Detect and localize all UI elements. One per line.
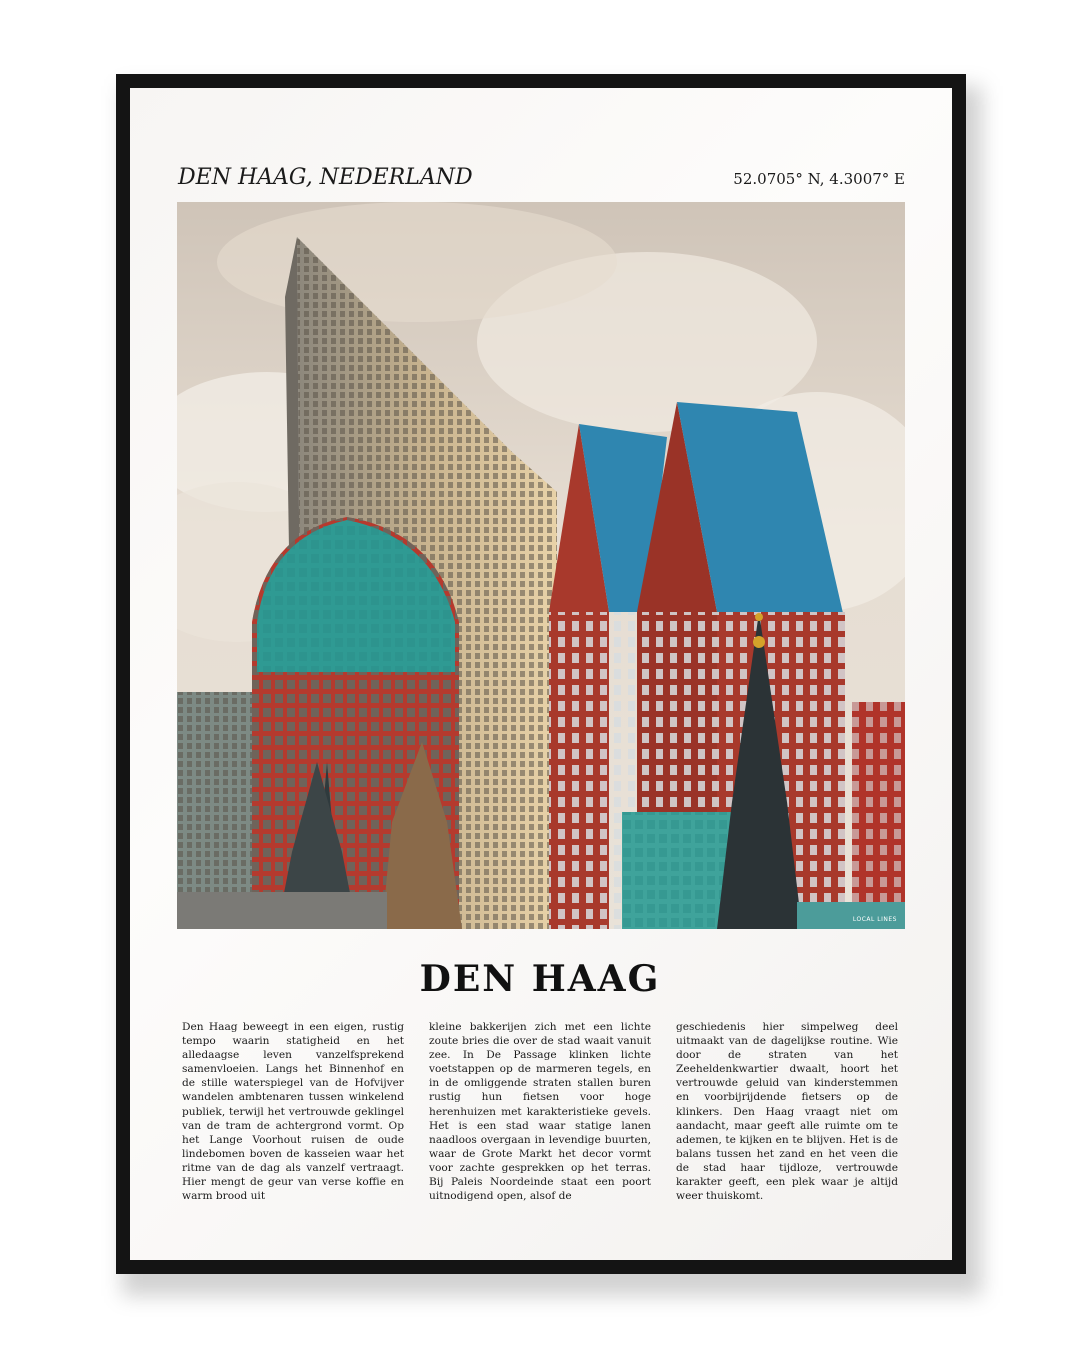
description-column-1: Den Haag beweegt in een eigen, rustig tempo waarin statigheid en het alledaagse leven vanzelfsprekend samenvloeien. Langs het Binnenhof en de stille waterspiegel van de Hofvijver wandelen ambtenaren tussen winkelend publiek, terwijl het vertrouwde geklingel van de tram de achtergrond vormt. Op het Lange Voorhout ruisen de oude lindebomen boven de kasseien waar het ritme van de dag als vanzelf vertraagt. Hier mengt de geur van verse koffie en warm brood uit (182, 1021, 404, 1203)
description-column-2: kleine bakkerijen zich met een lichte zoute bries die over de stad waait vanuit zee. In De Passage klinken lichte voetstappen op de marmeren tegels, en in de omliggende straten stallen buren rustig hun fietsen voor hoge herenhuizen met karakteristieke gevels. Het is een stad waar statige lanen naadloos overgaan in levendige buurten, waar de Grote Markt het decor vormt voor zachte gesprekken op het terras. Bij Paleis Noordeinde staat een poort uitnodigend open, alsof de (429, 1021, 651, 1203)
city-name-heading: DEN HAAG (419, 958, 661, 1000)
description-column-3: geschiedenis hier simpelweg deel uitmaakt van de dagelijkse routine. Wie door de straten van het Zeeheldenkwartier dwaalt, hoort het vertrouwde geluid van kinderstemmen en voorbijrijdende fietsers op de klinkers. Den Haag vraagt niet om aandacht, maar geeft alle ruimte om te ademen, te kijken en te blijven. Het is de balans tussen het zand en het veen die de stad haar tijdloze, vertrouwde karakter geeft, een plek waar je altijd weer thuiskomt. (676, 1021, 898, 1203)
skyline-photo (177, 202, 905, 929)
coordinates-label: 52.0705° N, 4.3007° E (733, 170, 905, 188)
location-title: DEN HAAG, NEDERLAND (178, 165, 473, 190)
description-columns (182, 1020, 898, 1203)
photo-credit: LOCAL LINES (852, 916, 897, 923)
skyline-illustration (177, 202, 905, 929)
